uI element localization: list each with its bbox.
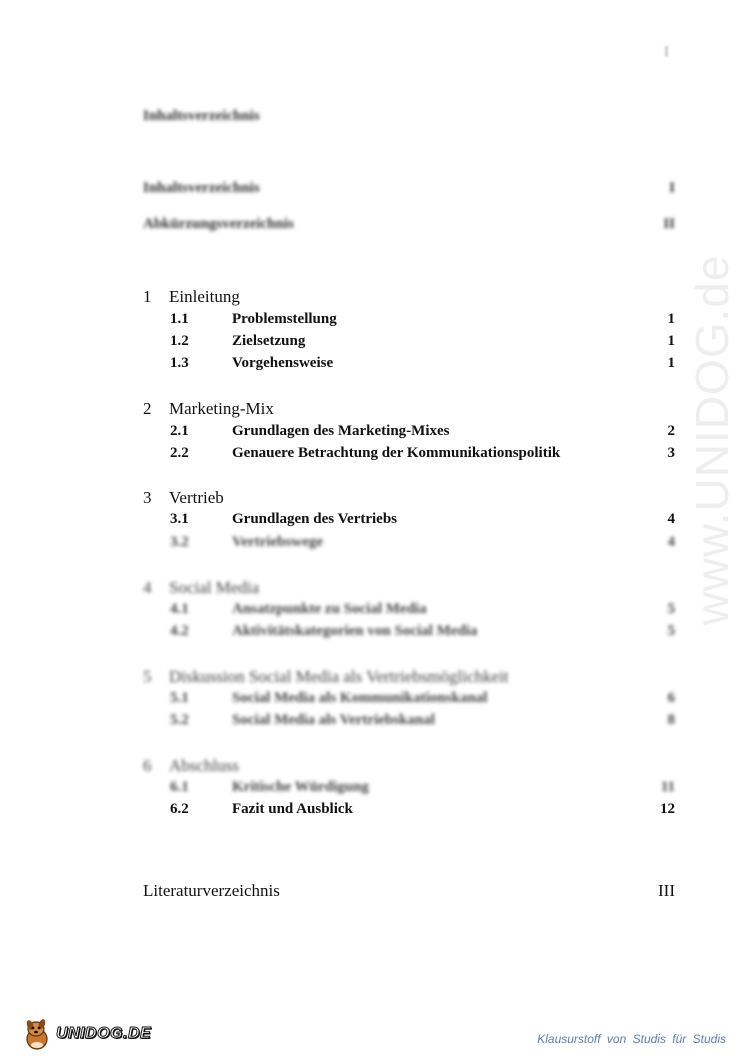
- chapter-heading[interactable]: [143, 287, 675, 307]
- section-title: Social Media als Kommunikationskanal: [232, 690, 488, 706]
- entry-page: I: [669, 180, 675, 196]
- chapter-number: 6: [143, 756, 152, 775]
- section-page: 1: [667, 333, 675, 349]
- section-number: 2.1: [170, 423, 189, 439]
- page-number: I: [664, 44, 669, 60]
- section-page: 4: [667, 511, 675, 527]
- entry-page: II: [663, 216, 675, 232]
- section-page: 8: [667, 712, 675, 728]
- section-title: Zielsetzung: [232, 333, 306, 349]
- section-number: 4.1: [170, 601, 189, 617]
- section-title: Vertriebswege: [232, 534, 324, 550]
- section-title: Vorgehensweise: [232, 355, 334, 371]
- chapter-heading[interactable]: [143, 756, 675, 776]
- section-title: Fazit und Ausblick: [232, 801, 353, 817]
- chapter-title: Abschluss: [169, 756, 239, 775]
- toc-title: Inhaltsverzeichnis: [143, 108, 260, 124]
- chapter-heading[interactable]: [143, 399, 675, 419]
- watermark: www.UNIDOG.de: [686, 254, 738, 626]
- section-number: 1.2: [170, 333, 189, 349]
- section-page: 1: [667, 311, 675, 327]
- section-page: 4: [667, 534, 675, 550]
- section-page: 5: [667, 601, 675, 617]
- entry-title: Abkürzungsverzeichnis: [143, 216, 294, 232]
- section-number: 3.2: [170, 534, 189, 550]
- chapter-number: 4: [143, 578, 152, 597]
- bibliography-page: III: [658, 881, 675, 900]
- section-page: 5: [667, 623, 675, 639]
- dog-mascot-icon: [22, 1017, 52, 1051]
- section-number: 4.2: [170, 623, 189, 639]
- footer-slogan: Klausurstoff von Studis für Studis: [537, 1032, 726, 1046]
- section-title: Aktivitätskategorien von Social Media: [232, 623, 478, 639]
- section-title: Problemstellung: [232, 311, 337, 327]
- section-page: 6: [667, 690, 675, 706]
- chapter-number: 5: [143, 667, 152, 686]
- chapter-number: 3: [143, 488, 152, 507]
- section-title: Kritische Würdigung: [232, 779, 369, 795]
- section-number: 2.2: [170, 445, 189, 461]
- section-page: 1: [667, 355, 675, 371]
- section-number: 6.2: [170, 801, 189, 817]
- chapter-title: Vertrieb: [169, 488, 224, 507]
- section-number: 1.3: [170, 355, 189, 371]
- bibliography-title: Literaturverzeichnis: [143, 881, 280, 900]
- chapter-title: Social Media: [169, 578, 260, 597]
- section-page: 12: [660, 801, 675, 817]
- section-title: Grundlagen des Vertriebs: [232, 511, 398, 527]
- chapter-heading[interactable]: [143, 578, 675, 598]
- section-number: 5.2: [170, 712, 189, 728]
- section-number: 1.1: [170, 311, 189, 327]
- section-number: 6.1: [170, 779, 189, 795]
- chapter-title: Marketing-Mix: [169, 399, 274, 418]
- chapter-title: Diskussion Social Media als Vertriebsmöglichkeit: [169, 667, 509, 686]
- unidog-logo[interactable]: [22, 1014, 151, 1054]
- section-number: 5.1: [170, 690, 189, 706]
- section-number: 3.1: [170, 511, 189, 527]
- section-page: 2: [667, 423, 675, 439]
- section-page: 3: [667, 445, 675, 461]
- entry-title: Inhaltsverzeichnis: [143, 180, 260, 196]
- section-title: Grundlagen des Marketing-Mixes: [232, 423, 450, 439]
- chapter-number: 2: [143, 399, 152, 418]
- chapter-number: 1: [143, 287, 152, 306]
- bibliography-entry[interactable]: [143, 881, 675, 901]
- chapter-title: Einleitung: [169, 287, 240, 306]
- section-page: 11: [660, 779, 675, 795]
- section-title: Ansatzpunkte zu Social Media: [232, 601, 427, 617]
- front-matter-entry[interactable]: [143, 180, 675, 197]
- section-title: Social Media als Vertriebskanal: [232, 712, 435, 728]
- chapter-heading[interactable]: [143, 488, 675, 508]
- logo-text: UNIDOG.DE: [56, 1025, 152, 1042]
- front-matter-entry[interactable]: [143, 216, 675, 233]
- section-title: Genauere Betrachtung der Kommunikationspolitik: [232, 445, 561, 461]
- chapter-heading[interactable]: [143, 667, 675, 687]
